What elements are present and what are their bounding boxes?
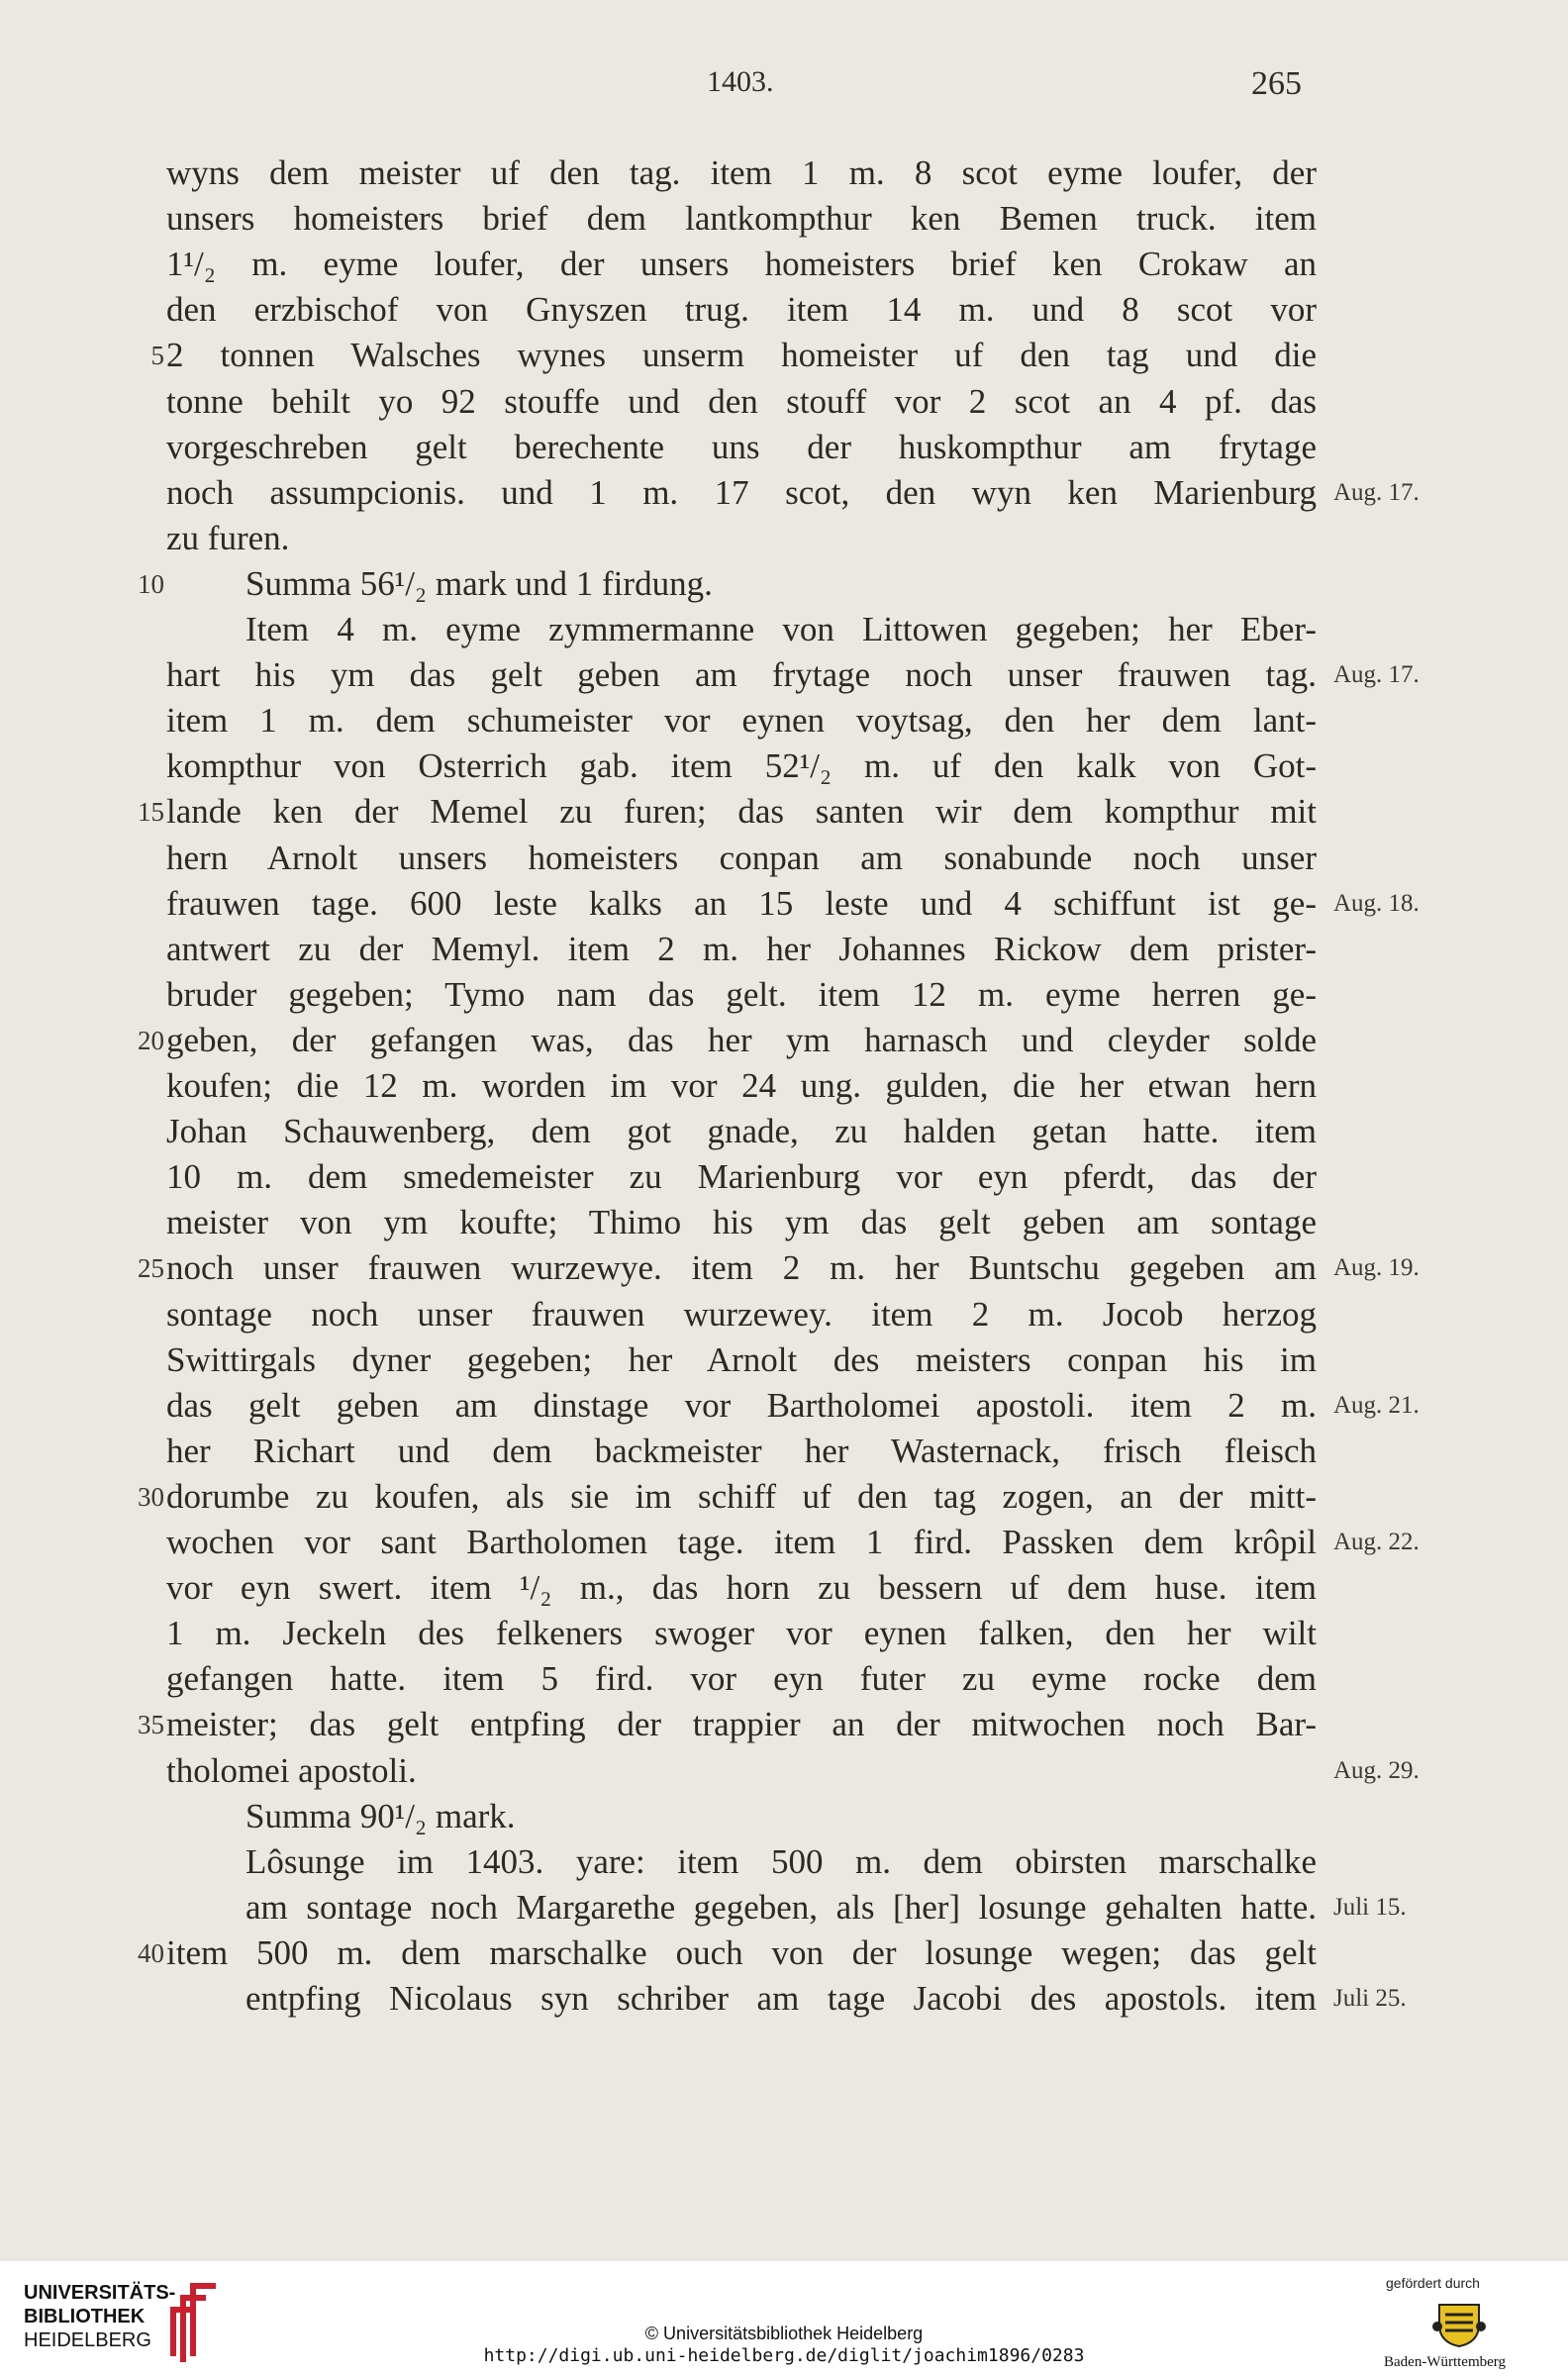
text-line: Summa 90¹/₂ mark. — [245, 1797, 516, 1835]
line-number: 5 — [150, 341, 164, 370]
text-line: Summa 56¹/₂ mark und 1 firdung. — [245, 564, 713, 603]
text-line: am sontage noch Margarethe gegeben, als [her] losunge gehalten hatte. — [245, 1888, 1317, 1927]
margin-date-note: Juli 15. — [1333, 1894, 1407, 1921]
line-number: 20 — [138, 1026, 164, 1055]
text-line: Swittirgals dyner gegeben; her Arnolt des meisters conpan his im — [166, 1340, 1317, 1379]
footer-bar — [0, 2261, 1568, 2376]
line-number: 30 — [138, 1482, 164, 1512]
text-line: Johan Schauwenberg, dem got gnade, zu halden getan hatte. item — [166, 1112, 1317, 1150]
text-line: unsers homeisters brief dem lantkompthur ken Bemen truck. item — [166, 199, 1317, 238]
line-number: 10 — [138, 569, 164, 599]
permalink-url[interactable]: http://digi.ub.uni-heidelberg.de/diglit/joachim1896/0283 — [483, 2345, 1085, 2366]
text-line: gefangen hatte. item 5 fird. vor eyn futer zu eyme rocke dem — [166, 1659, 1317, 1698]
margin-date-note: Aug. 29. — [1333, 1757, 1420, 1784]
running-head-year: 1403. — [707, 65, 774, 98]
text-line: vor eyn swert. item ¹/₂ m., das horn zu bessern uf dem huse. item — [166, 1568, 1317, 1607]
text-line: Lôsunge im 1403. yare: item 500 m. dem obirsten marschalke — [245, 1842, 1317, 1881]
text-line: item 500 m. dem marschalke ouch von der losunge wegen; das gelt — [166, 1933, 1317, 1972]
margin-date-note: Aug. 18. — [1333, 890, 1420, 917]
coat-of-arms-icon — [1431, 2299, 1487, 2348]
text-line: tonne behilt yo 92 stouffe und den stouff vor 2 scot an 4 pf. das — [166, 382, 1317, 421]
funded-by-label: gefördert durch — [1386, 2275, 1480, 2291]
text-line: dorumbe zu koufen, als sie im schiff uf den tag zogen, an der mitt- — [166, 1477, 1317, 1516]
margin-date-note: Aug. 17. — [1333, 479, 1420, 506]
margin-date-note: Aug. 21. — [1333, 1392, 1420, 1419]
text-line: 10 m. dem smedemeister zu Marienburg vor eyn pferdt, das der — [166, 1157, 1317, 1196]
library-name-line1: UNIVERSITÄTS- — [24, 2282, 176, 2304]
text-line: bruder gegeben; Tymo nam das gelt. item 12 m. eyme herren ge- — [166, 975, 1317, 1014]
text-line: meister; das gelt entpfing der trappier an der mitwochen noch Bar- — [166, 1705, 1317, 1743]
text-line: noch assumpcionis. und 1 m. 17 scot, den wyn ken Marienburg — [166, 473, 1317, 512]
text-line: geben, der gefangen was, das her ym harnasch und cleyder solde — [166, 1021, 1317, 1059]
library-name-line3: HEIDELBERG — [24, 2329, 151, 2351]
line-number: 35 — [138, 1710, 164, 1739]
text-line: wochen vor sant Bartholomen tage. item 1 fird. Passken dem krôpil — [166, 1523, 1317, 1561]
text-line: meister von ym koufte; Thimo his ym das gelt geben am sontage — [166, 1203, 1317, 1241]
margin-date-note: Aug. 19. — [1333, 1254, 1420, 1281]
text-line: entpfing Nicolaus syn schriber am tage Jacobi des apostols. item — [245, 1979, 1317, 2018]
text-line: 2 tonnen Walsches wynes unserm homeister uf den tag und die — [166, 336, 1317, 374]
text-line: noch unser frauwen wurzewye. item 2 m. her Buntschu gegeben am — [166, 1248, 1317, 1287]
text-line: frauwen tage. 600 leste kalks an 15 leste und 4 schiffunt ist ge- — [166, 884, 1317, 923]
line-number: 25 — [138, 1253, 164, 1283]
text-line: wyns dem meister uf den tag. item 1 m. 8 scot eyme loufer, der — [166, 153, 1317, 192]
text-line: vorgeschreben gelt berechente uns der huskompthur am frytage — [166, 428, 1317, 466]
sponsor-name: Baden-Württemberg — [1384, 2354, 1507, 2370]
margin-date-note: Juli 25. — [1333, 1985, 1407, 2012]
line-number: 15 — [138, 797, 164, 827]
margin-date-note: Aug. 17. — [1333, 661, 1420, 688]
margin-date-note: Aug. 22. — [1333, 1529, 1420, 1555]
text-line: das gelt geben am dinstage vor Bartholomei apostoli. item 2 m. — [166, 1386, 1317, 1425]
text-line: lande ken der Memel zu furen; das santen wir dem kompthur mit — [166, 792, 1317, 831]
text-line: her Richart und dem backmeister her Wasternack, frisch fleisch — [166, 1432, 1317, 1470]
line-number: 40 — [138, 1938, 164, 1968]
library-name-line2: BIBLIOTHEK — [24, 2306, 146, 2327]
text-line: kompthur von Osterrich gab. item 52¹/₂ m. uf den kalk von Got- — [166, 746, 1317, 785]
text-line: zu furen. — [166, 519, 290, 557]
text-line: 1 m. Jeckeln des felkeners swoger vor eynen falken, den her wilt — [166, 1614, 1317, 1652]
text-line: hern Arnolt unsers homeisters conpan am sonabunde noch unser — [166, 839, 1317, 877]
text-line: den erzbischof von Gnyszen trug. item 14 m. und 8 scot vor — [166, 290, 1317, 329]
text-line: Item 4 m. eyme zymmermanne von Littowen gegeben; her Eber- — [245, 610, 1317, 648]
text-line: 1¹/₂ m. eyme loufer, der unsers homeisters brief ken Crokaw an — [166, 245, 1317, 283]
copyright-notice: © Universitätsbibliothek Heidelberg — [644, 2324, 924, 2343]
text-line: hart his ym das gelt geben am frytage noch unser frauwen tag. — [166, 655, 1317, 694]
text-line: tholomei apostoli. — [166, 1751, 417, 1790]
page-number: 265 — [1251, 65, 1302, 102]
text-line: koufen; die 12 m. worden im vor 24 ung. gulden, die her etwan hern — [166, 1066, 1317, 1105]
text-line: item 1 m. dem schumeister vor eynen voytsag, den her dem lant- — [166, 701, 1317, 740]
text-line: antwert zu der Memyl. item 2 m. her Johannes Rickow dem prister- — [166, 930, 1317, 968]
text-line: sontage noch unser frauwen wurzewey. item 2 m. Jocob herzog — [166, 1295, 1317, 1334]
